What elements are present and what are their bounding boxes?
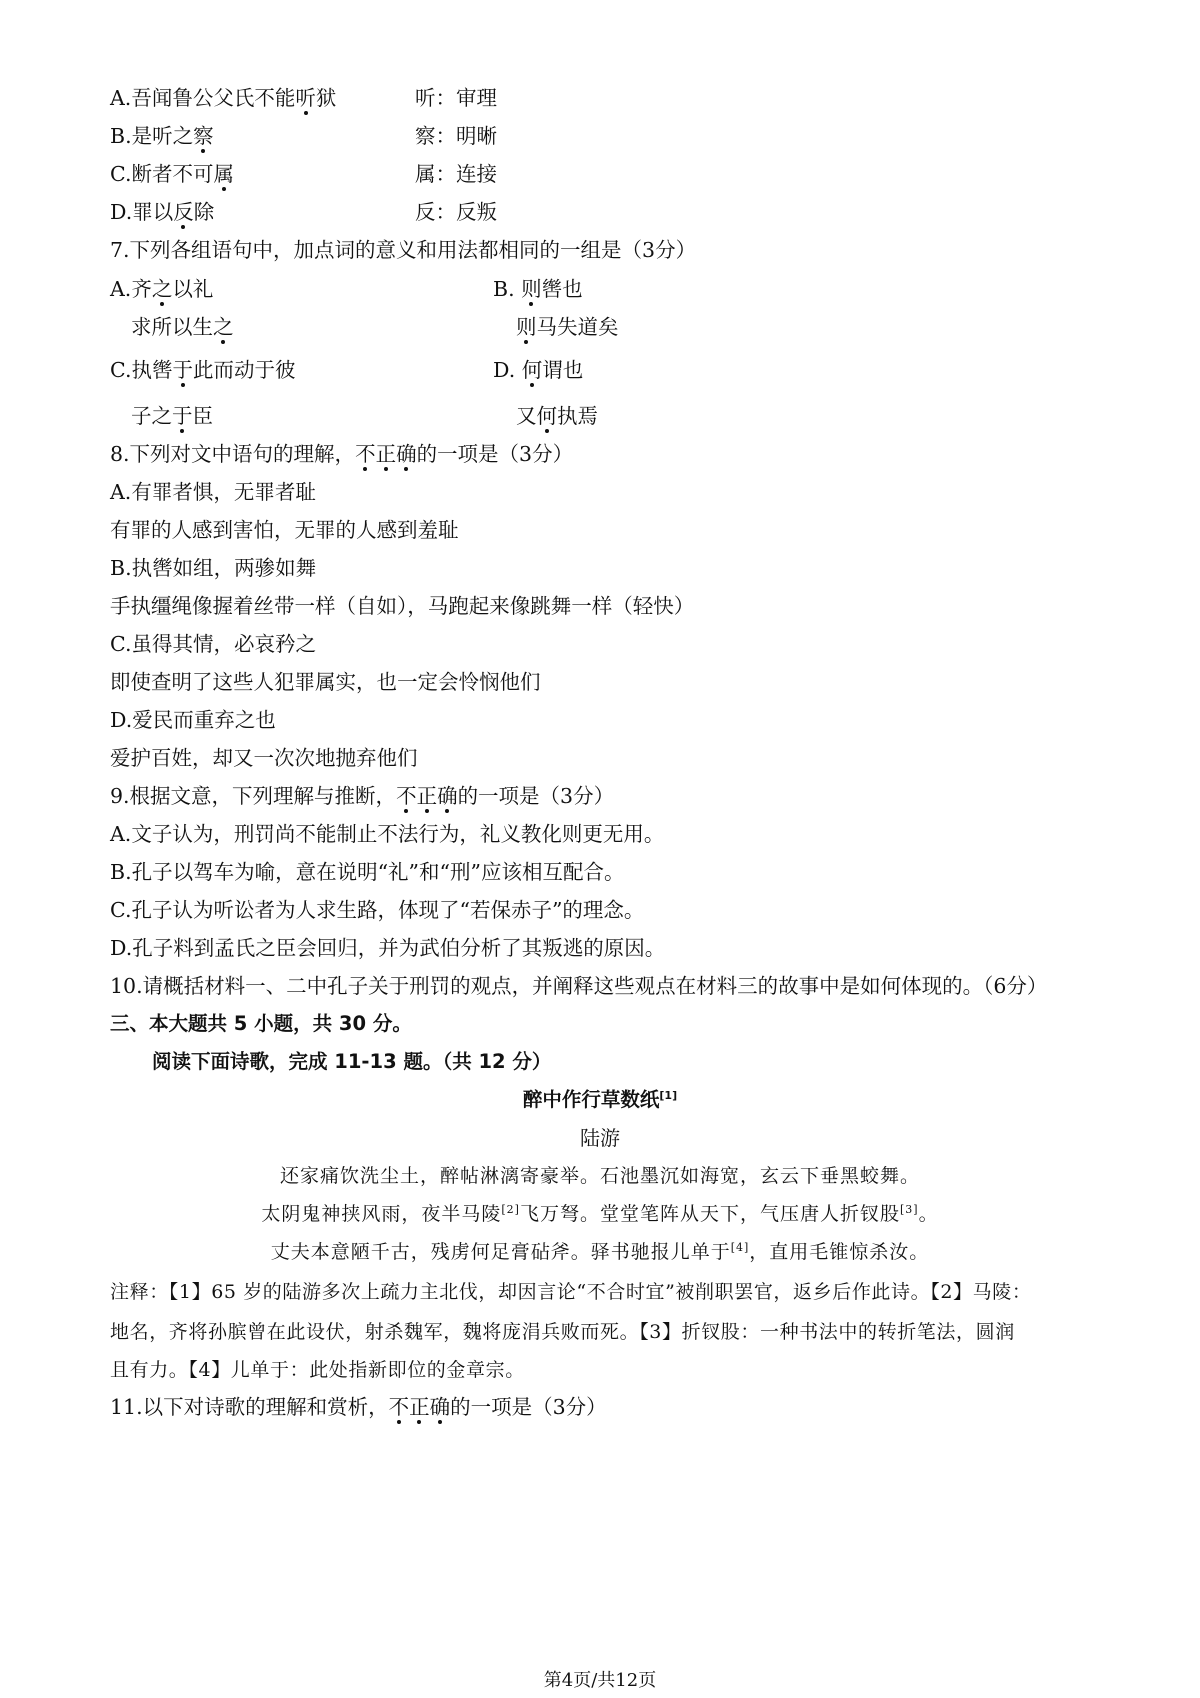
q7-option-b1 [493, 275, 583, 303]
q6-option-c [110, 160, 234, 188]
q7-option-c1 [110, 356, 295, 384]
text: 太阴鬼神挟风雨，夜半马陵 [261, 1203, 502, 1225]
dotted-char-3: 确 [429, 1395, 451, 1419]
dotted-char-1: 不 [396, 784, 417, 808]
q8-line: 爱护百姓，却又一次次地抛弃他们 [110, 746, 418, 770]
q6-gloss-a: 听：审理 [415, 86, 497, 110]
footnote-marker: [4] [730, 1241, 750, 1254]
text: 臣 [192, 404, 213, 428]
q9-line: D.孔子料到孟氏之臣会回归，并为武伯分析了其叛逃的原因。 [110, 936, 666, 960]
footnote-marker: [2] [501, 1203, 520, 1216]
dotted-word: 之 [151, 277, 173, 301]
q7-option-b2 [516, 313, 619, 341]
dotted-word: 听 [295, 86, 316, 110]
text: 8.下列对文中语句的理解， [110, 442, 356, 466]
text: C.断者不可 [110, 162, 214, 186]
dotted-char-1: 不 [355, 442, 376, 466]
q8-line: 有罪的人感到害怕，无罪的人感到羞耻 [110, 518, 459, 542]
dotted-word [389, 1395, 451, 1419]
q7-option-a1 [110, 275, 213, 303]
poem-notes-line: 且有力。【4】儿单于：此处指新即位的金章宗。 [110, 1359, 525, 1381]
dotted-word: 属 [213, 162, 234, 186]
page-number: 第4页/共12页 [543, 1670, 657, 1691]
dotted-word: 则 [521, 277, 542, 301]
dotted-word: 于 [172, 358, 193, 382]
poem-title-text: 醉中作行草数纸 [522, 1088, 660, 1111]
dotted-word: 察 [193, 124, 214, 148]
dotted-word: 则 [516, 315, 537, 339]
poem-author: 陆游 [580, 1126, 620, 1150]
poem-notes-line: 地名，齐将孙膑曾在此设伏，射杀魏军，魏将庞涓兵败而死。【3】折钗股：一种书法中的转折笔法，圆润 [110, 1321, 1015, 1343]
text: ，直用毛锥惊杀汝。 [749, 1241, 930, 1263]
dotted-word: 之 [213, 315, 234, 339]
q6-gloss-b: 察：明晰 [415, 124, 497, 148]
dotted-word [396, 784, 458, 808]
q11-stem [110, 1393, 607, 1421]
q8-line: 手执缰绳像握着丝带一样（自如），马跑起来像跳舞一样（轻快） [110, 594, 695, 618]
text: 此而动于彼 [192, 358, 296, 382]
text: D.罪以 [110, 200, 174, 224]
text: 谓也 [542, 358, 584, 382]
q6-option-d [110, 198, 214, 226]
q8-line: C.虽得其情，必哀矜之 [110, 632, 316, 656]
q8-line: D.爱民而重弃之也 [110, 708, 276, 732]
q7-option-c2 [131, 402, 213, 430]
dotted-char-3: 确 [437, 784, 458, 808]
section-heading: 三、本大题共 5 小题，共 30 分。 [110, 1012, 412, 1035]
dotted-char-1: 不 [388, 1395, 410, 1419]
text: 又 [516, 404, 537, 428]
poem-line: 还家痛饮洗尘土，醉帖淋漓寄豪举。石池墨沉如海宽，玄云下垂黑蛟舞。 [279, 1165, 920, 1187]
dotted-word: 反 [173, 200, 194, 224]
section-instruction: 阅读下面诗歌，完成 11-13 题。（共 12 分） [152, 1050, 552, 1073]
q10-stem: 10.请概括材料一、二中孔子关于刑罚的观点，并阐释这些观点在材料三的故事中是如何体现的。（6分） [110, 974, 1048, 998]
text: 马失道矣 [536, 315, 619, 339]
text: A.齐 [110, 277, 152, 301]
dotted-word: 于 [172, 404, 193, 428]
text: C.执辔 [110, 358, 173, 382]
dotted-word [355, 442, 417, 466]
dotted-char-2: 正 [409, 1395, 430, 1419]
text: 子之 [131, 404, 172, 428]
dotted-char-2: 正 [375, 442, 397, 466]
dotted-char-3: 确 [396, 442, 417, 466]
q6-option-b [110, 122, 214, 150]
q8-line: B.执辔如组，两骖如舞 [110, 556, 317, 580]
q7-option-a2 [131, 313, 234, 341]
q6-gloss-d: 反：反叛 [415, 200, 497, 224]
text: 狱 [315, 86, 337, 110]
text: 。 [918, 1203, 939, 1225]
text: 求所以生 [131, 315, 213, 339]
poem-title [0, 1086, 1200, 1114]
text: B. [493, 277, 522, 301]
text: 执焉 [557, 404, 598, 428]
dotted-char-2: 正 [416, 784, 438, 808]
text: 的一项是（3分） [450, 1395, 607, 1419]
text: 丈夫本意陋千古，残虏何足膏砧斧。驿书驰报儿单于 [270, 1241, 731, 1263]
poem-line [0, 1238, 1200, 1266]
text: 飞万弩。堂堂笔阵从天下，气压唐人折钗股 [519, 1203, 900, 1225]
text: 以礼 [172, 277, 214, 301]
q9-line: A.文子认为，刑罚尚不能制止不法行为，礼义教化则更无用。 [110, 822, 665, 846]
q6-option-a [110, 84, 336, 112]
q7-option-d1 [493, 356, 583, 384]
q8-line: A.有罪者惧，无罪者耻 [110, 480, 316, 504]
text: B.是听之 [110, 124, 194, 148]
text: 11.以下对诗歌的理解和赏析， [110, 1395, 389, 1419]
text: 9.根据文意，下列理解与推断， [110, 784, 397, 808]
text: 的一项是（3分） [457, 784, 615, 808]
text: 辔也 [541, 277, 583, 301]
text: D. [493, 358, 522, 382]
q9-line: C.孔子认为听讼者为人求生路，体现了“若保赤子”的理念。 [110, 898, 645, 922]
q8-stem [110, 440, 573, 468]
footnote-marker: [1] [659, 1089, 678, 1102]
footnote-marker: [3] [900, 1203, 919, 1216]
text: A.吾闻鲁公父氏不能 [110, 86, 296, 110]
q9-stem [110, 782, 614, 810]
poem-notes-line: 注释：【1】65 岁的陆游多次上疏力主北伐，却因言论“不合时宜”被削职罢官，返乡后作此诗。【2】马陵： [110, 1281, 1032, 1303]
q6-gloss-c: 属：连接 [415, 162, 497, 186]
dotted-word: 何 [521, 358, 543, 382]
q8-line: 即使查明了这些人犯罪属实，也一定会怜悯他们 [110, 670, 541, 694]
text: 的一项是（3分） [416, 442, 574, 466]
q7-stem: 7.下列各组语句中，加点词的意义和用法都相同的一组是（3分） [110, 238, 697, 262]
q9-line: B.孔子以驾车为喻，意在说明“礼”和“刑”应该相互配合。 [110, 860, 625, 884]
text: 除 [193, 200, 215, 224]
q7-option-d2 [516, 402, 598, 430]
poem-line [0, 1200, 1200, 1228]
dotted-word: 何 [536, 404, 557, 428]
